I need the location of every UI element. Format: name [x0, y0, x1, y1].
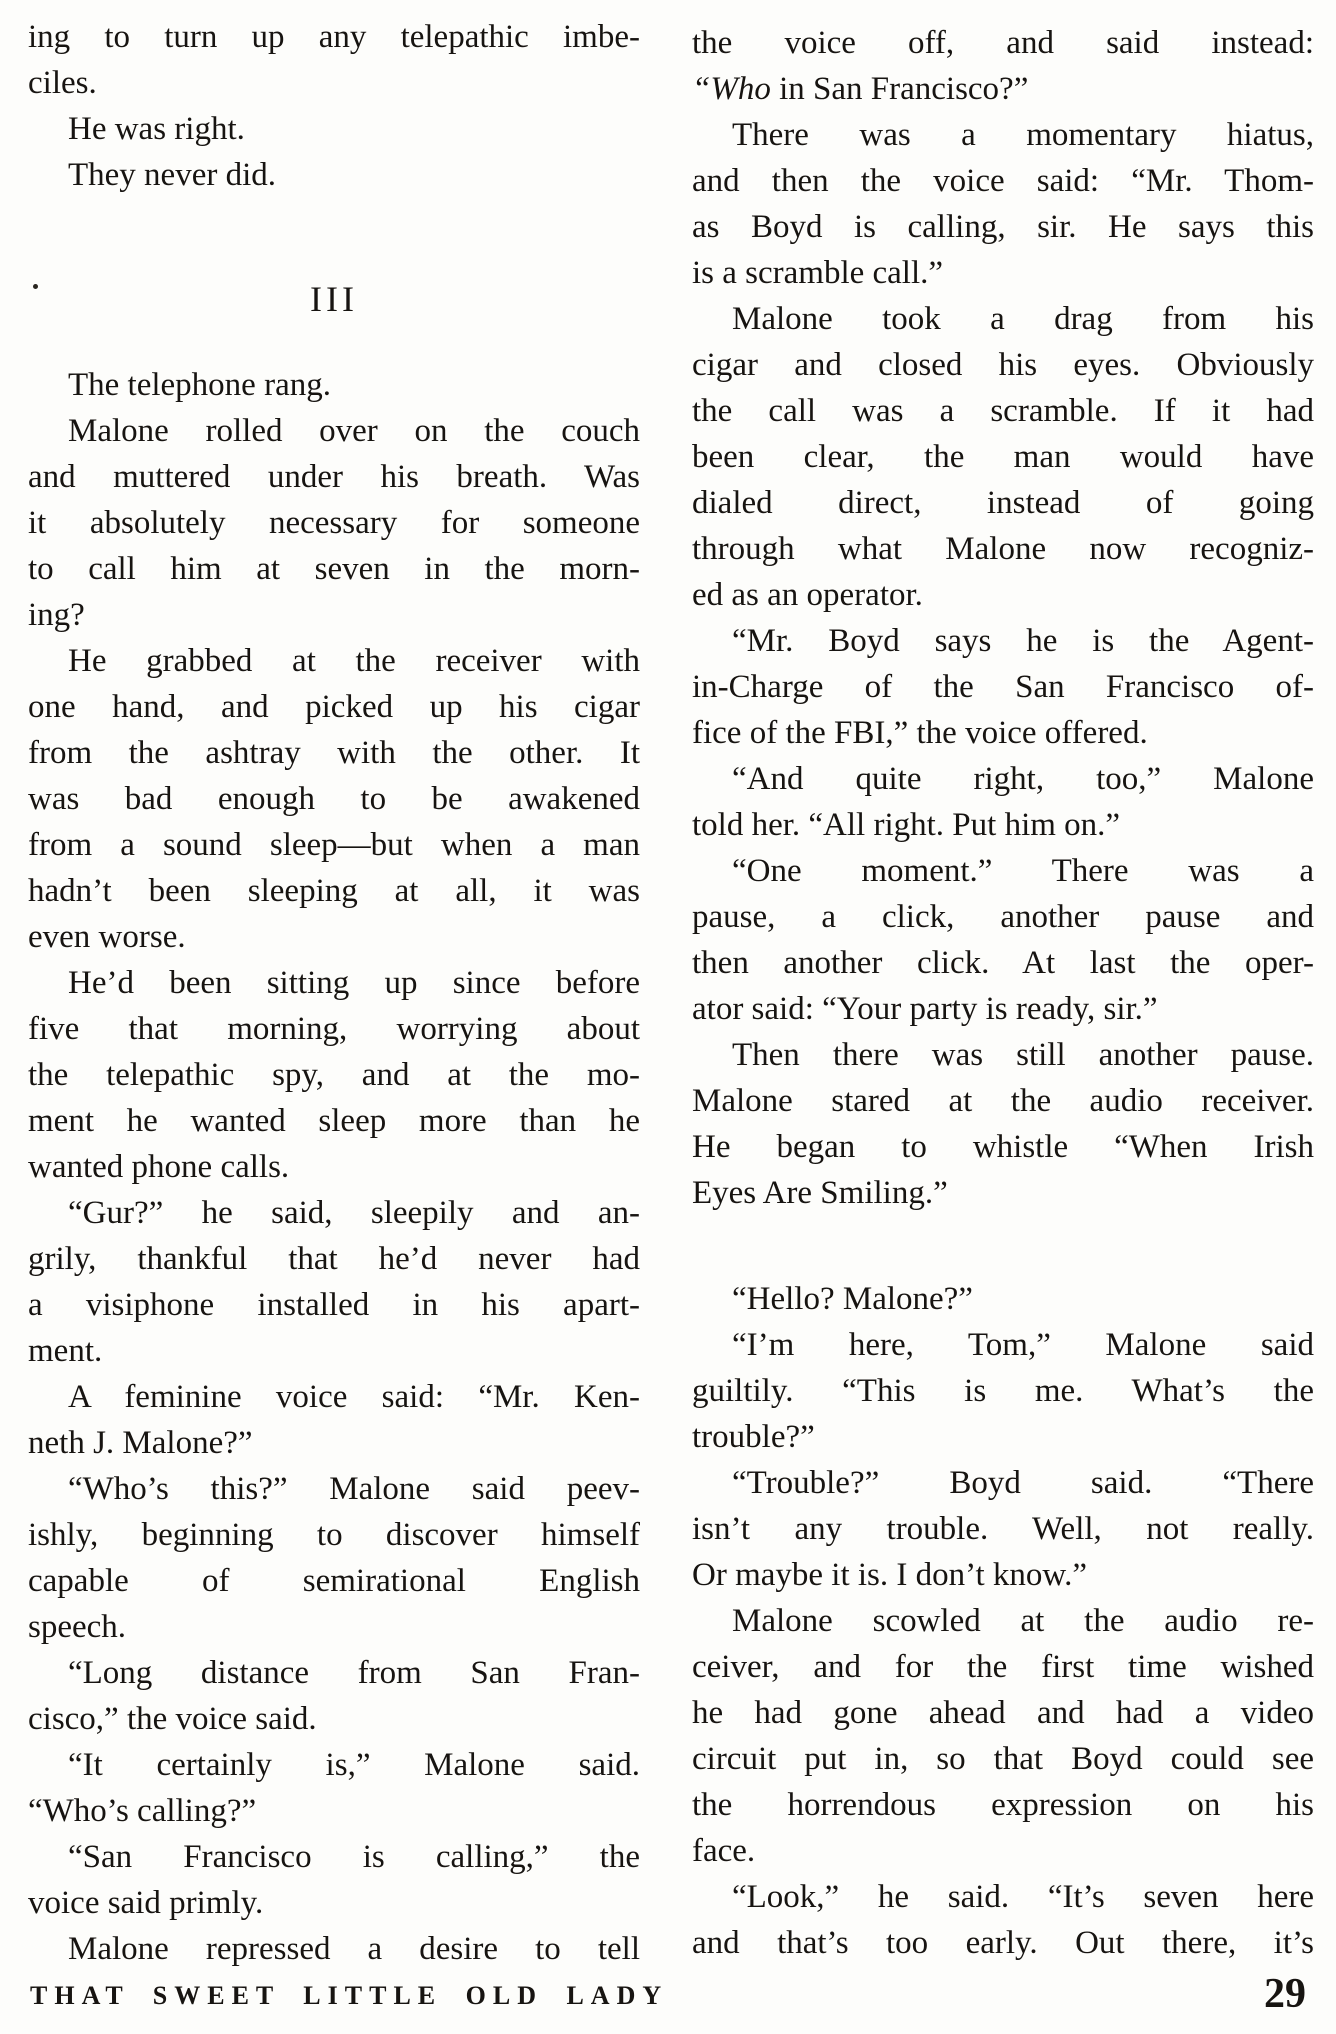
text-line: “One moment.” There was a: [732, 853, 1314, 889]
text-line: the call was a scramble. If it had: [692, 393, 1314, 429]
page-number: 29: [1264, 1971, 1306, 2017]
text-line: voice said primly.: [28, 1885, 264, 1921]
text-line: even worse.: [28, 919, 186, 955]
section-heading: III: [310, 279, 358, 319]
text-line: from the ashtray with the other. It: [28, 735, 640, 771]
right-column: [692, 20, 1314, 1966]
text-line: in-Charge of the San Francisco of-: [692, 669, 1314, 705]
footer-running-title: THAT SWEET LITTLE OLD LADY: [30, 1981, 669, 2010]
text-line: The telephone rang.: [68, 367, 331, 403]
text-line: “Gur?” he said, sleepily and an-: [68, 1195, 640, 1231]
text-line: circuit put in, so that Boyd could see: [692, 1741, 1314, 1777]
text-line: Malone took a drag from his: [732, 301, 1314, 337]
text-line: wanted phone calls.: [28, 1149, 290, 1185]
text-line: isn’t any trouble. Well, not really.: [692, 1511, 1314, 1547]
text-line: “And quite right, too,” Malone: [732, 761, 1314, 797]
text-line: told her. “All right. Put him on.”: [692, 807, 1121, 843]
text-line: fice of the FBI,” the voice offered.: [692, 715, 1148, 751]
text-line: one hand, and picked up his cigar: [28, 689, 640, 725]
text-line: “Long distance from San Fran-: [68, 1655, 640, 1691]
text-line: ment he wanted sleep more than he: [28, 1103, 640, 1139]
text-line: to call him at seven in the morn-: [28, 551, 640, 587]
text-line: from a sound sleep—but when a man: [28, 827, 640, 863]
text-line: been clear, the man would have: [692, 439, 1314, 475]
text-line: guiltily. “This is me. What’s the: [692, 1373, 1314, 1409]
text-line: ator said: “Your party is ready, sir.”: [692, 991, 1158, 1027]
text-line: He was right.: [68, 111, 245, 147]
text-line: and muttered under his breath. Was: [28, 459, 640, 495]
text-line: dialed direct, instead of going: [692, 485, 1314, 521]
text-line: hadn’t been sleeping at all, it was: [28, 873, 640, 909]
text-line: then another click. At last the oper-: [692, 945, 1314, 981]
text-line: Malone rolled over on the couch: [68, 413, 640, 449]
text-line: cisco,” the voice said.: [28, 1701, 317, 1737]
text-line: “It certainly is,” Malone said.: [68, 1747, 640, 1783]
text-line: capable of semirational English: [28, 1563, 640, 1599]
text-line: cigar and closed his eyes. Obviously: [692, 347, 1314, 383]
paragraph-block: [28, 14, 640, 198]
text-line: “San Francisco is calling,” the: [68, 1839, 640, 1875]
text-line: the horrendous expression on his: [692, 1787, 1314, 1823]
text-segment: in San Francisco?”: [770, 71, 1029, 107]
text-line: A feminine voice said: “Mr. Ken-: [68, 1379, 640, 1415]
text-line: it absolutely necessary for someone: [28, 505, 640, 541]
text-line: “I’m here, Tom,” Malone said: [732, 1327, 1314, 1363]
text-line: the telepathic spy, and at the mo-: [28, 1057, 640, 1093]
text-line: and that’s too early. Out there, it’s: [692, 1925, 1314, 1961]
text-line: There was a momentary hiatus,: [732, 117, 1314, 153]
scan-artifact-dot: [33, 284, 38, 289]
text-line: ceiver, and for the first time wished: [692, 1649, 1314, 1685]
text-line: [692, 66, 1314, 112]
text-line: “Trouble?” Boyd said. “There: [732, 1465, 1314, 1501]
text-line: ment.: [28, 1333, 103, 1369]
text-line: the voice off, and said instead:: [692, 25, 1314, 61]
text-line: ed as an operator.: [692, 577, 923, 613]
text-line: He grabbed at the receiver with: [68, 643, 640, 679]
text-line: “Mr. Boyd says he is the Agent-: [732, 623, 1314, 659]
text-line: is a scramble call.”: [692, 255, 944, 291]
text-line: ing to turn up any telepathic imbe-: [28, 19, 640, 55]
text-line: he had gone ahead and had a video: [692, 1695, 1314, 1731]
text-line: “Who’s calling?”: [28, 1793, 257, 1829]
left-column: [28, 14, 640, 1972]
text-line: Or maybe it is. I don’t know.”: [692, 1557, 1088, 1593]
text-line: Malone stared at the audio receiver.: [692, 1083, 1314, 1119]
paragraph-block: [692, 1276, 1314, 1966]
text-line: He began to whistle “When Irish: [692, 1129, 1314, 1165]
italic-text: “Who: [692, 71, 771, 107]
text-line: a visiphone installed in his apart-: [28, 1287, 640, 1323]
text-line: “Who’s this?” Malone said peev-: [68, 1471, 640, 1507]
text-line: pause, a click, another pause and: [692, 899, 1314, 935]
text-line: He’d been sitting up since before: [68, 965, 640, 1001]
text-line: ciles.: [28, 65, 97, 101]
text-line: Then there was still another pause.: [732, 1037, 1314, 1073]
text-line: grily, thankful that he’d never had: [28, 1241, 640, 1277]
text-line: ishly, beginning to discover himself: [28, 1517, 640, 1553]
text-line: “Look,” he said. “It’s seven here: [732, 1879, 1314, 1915]
text-line: Malone repressed a desire to tell: [68, 1931, 640, 1967]
text-line: Eyes Are Smiling.”: [692, 1175, 948, 1211]
paragraph-block: [28, 362, 640, 1972]
text-line: speech.: [28, 1609, 127, 1645]
paragraph-block: [692, 20, 1314, 1216]
text-line: was bad enough to be awakened: [28, 781, 640, 817]
text-line: and then the voice said: “Mr. Thom-: [692, 163, 1314, 199]
text-line: five that morning, worrying about: [28, 1011, 640, 1047]
text-line: neth J. Malone?”: [28, 1425, 253, 1461]
text-line: trouble?”: [692, 1419, 815, 1455]
text-line: They never did.: [68, 157, 277, 193]
text-line: “Hello? Malone?”: [732, 1281, 973, 1317]
text-line: face.: [692, 1833, 756, 1869]
text-line: as Boyd is calling, sir. He says this: [692, 209, 1314, 245]
text-line: ing?: [28, 597, 85, 633]
text-line: Malone scowled at the audio re-: [732, 1603, 1314, 1639]
text-line: through what Malone now recogniz-: [692, 531, 1314, 567]
